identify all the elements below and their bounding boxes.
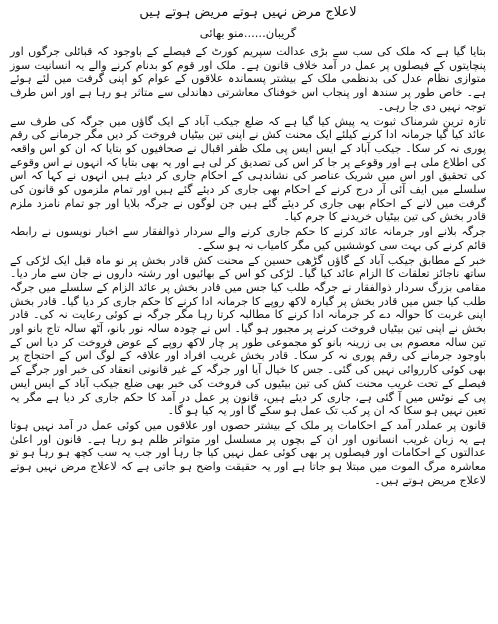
headline: لاعلاج مرض نہیں ہوتے مریض ہوتے ہیں — [139, 5, 357, 20]
paragraph-3: جرگہ بلانے اور جرمانہ عائد کرنے کا حکم جاری کرنے والے سردار ذوالفقار سے اخبار نویسوں نے رابطہ قائم کرنے کی بہت سی کوششیں کیں مگر کامیاب نہ ہو سکے۔ — [10, 225, 486, 252]
paragraph-5: قانون پر عملدر آمد کے احکامات پر ملک کے بیشتر حصوں اور علاقوں میں کوئی عمل در آمد نہیں ہوتا ہے یہ زبان غریب انسانوں اور ان کے بچوں پر مسلسل اور متواتر ظلم ہو رہا ہے۔ قانون اور اعلیٰ عدالتوں کے احکامات اور فیصلوں پر بھی کوئی عمل نہیں کیا جا رہا اور جب یہ سب کچھ ہو رہا ہو تو معاشرہ مرگ الموت میں مبتلا ہو جاتا ہے اور یہ حقیقت واضح ہو جاتی ہے کہ لاعلاج مرض نہیں ہوتے لاعلاج مریض ہوتے ہیں۔ — [10, 418, 486, 487]
paragraph-4: خبر کے مطابق جیکب آباد کے گاؤں گڑھی حسین کے محنت کش قادر بخش پر نو ماہ قبل ایک لڑکی کے ساتھ ناجائز تعلقات کا الزام عائد کیا گیا۔ لڑکی کو اس کے بھائیوں اور رشتہ داروں نے جان سے مار دیا۔ مقامی بزرگ سردار ذوالفقار نے جرگہ طلب کیا جس میں قادر بخش پر عائد الزام کے سلسلے میں جرگہ طلب کیا جس میں قادر بخش پر گیارہ لاکھ روپے کا جرمانہ ادا کرنے کا حکم جاری کر دیا گیا۔ قادر بخش اپنی غربت کا حوالہ دے کر جرمانہ ادا کرنے کا مطالبہ کرتا رہا مگر جرگہ نے کوئی رعایت نہ کی۔ قادر بخش نے اپنی تین بیٹیاں فروخت کرنے پر مجبور ہو گیا۔ اس نے چودہ سالہ نور بانو، آٹھ سالہ تاج بانو اور تین سالہ معصوم بی بی زرینہ بانو کو مجموعی طور پر چار لاکھ روپے کے عوض فروخت کر دیا اس کے باوجود جرمانے کی رقم پوری نہ کر سکا۔ قادر بخش غریب افراد اور علاقہ کے لوگ اس کے احتجاج پر بھی کوئی کارروائی نہیں کی گئی۔ جس کا خیال آیا اور جرگہ کے غیر قانونی انعقاد کی خبر اور جرگے کے فیصلے کے تحت غریب محنت کش کی تین بیٹیوں کی فروخت کی خبر بھی ضلع جیکب آباد کے ایس ایس پی کے نوٹس میں آ گئی ہے، جاری کر دیئے ہیں، قانون پر عمل در آمد کا حکم جاری کر دیا ہے مگر یہ تعین نہیں ہو سکا کہ ان پر کب تک عمل ہو سکے گا اور یہ کیا ہو گا۔ — [10, 253, 486, 418]
byline: گریبان......منو بھائی — [199, 26, 297, 40]
paragraph-1: بتایا گیا ہے کہ ملک کی سب سے بڑی عدالت سپریم کورٹ کے فیصلے کے باوجود کہ قبائلی جرگوں اور پنچایتوں کے فیصلوں پر عمل در آمد خلاف قانون ہے۔ ملک اور قوم کو بدنام کرنے والے یہ انسانیت سوز متوازی نظام عدل کی بدنظمی ملک کے بیشتر پسماندہ علاقوں کے عوام کو اپنی گرفت میں لئے ہوئے ہے۔ خاص طور پر سندھ اور پنجاب اس خوفناک معاشرتی دھاندلی سے متاثر ہو رہا ہے اور اس طرف توجہ نہیں دی جا رہی۔ — [10, 45, 486, 113]
paragraph-2: تازہ ترین شرمناک ثبوت یہ پیش کیا گیا ہے کہ ضلع جیکب آباد کے ایک گاؤں میں جرگہ کی طرف سے عائد کیا گیا جرمانہ ادا کرنے کیلئے ایک محنت کش نے اپنی تین بیٹیاں فروخت کر دیں مگر جرمانے کی رقم پوری نہ کر سکا۔ جیکب آباد کے ایس ایس پی ملک ظفر اقبال نے صحافیوں کو بتایا کہ ان کو اس واقعہ کی اطلاع ملی ہے اور وقوعے پر جا کر اس کی تصدیق کر لی ہے اور یہ بھی بتایا کہ انہوں نے اس وقوعے کی تحقیق اور اس میں شریک عناصر کی نشاندہی کے احکام جاری کر دیئے ہیں انہوں نے کہا کہ اس سلسلے میں ایف آئی آر درج کرنے کے احکام بھی جاری کر دیئے گئے ہیں اور تمام ملزموں کو قانون کی گرفت میں لانے کے احکام بھی جاری کر دیئے گئے ہیں جن لوگوں نے جرگہ بلایا اور جو تمام نامزد ملزم قادر بخش کی تین بیٹیاں خریدنے کا جرم کیا۔ — [10, 114, 486, 224]
